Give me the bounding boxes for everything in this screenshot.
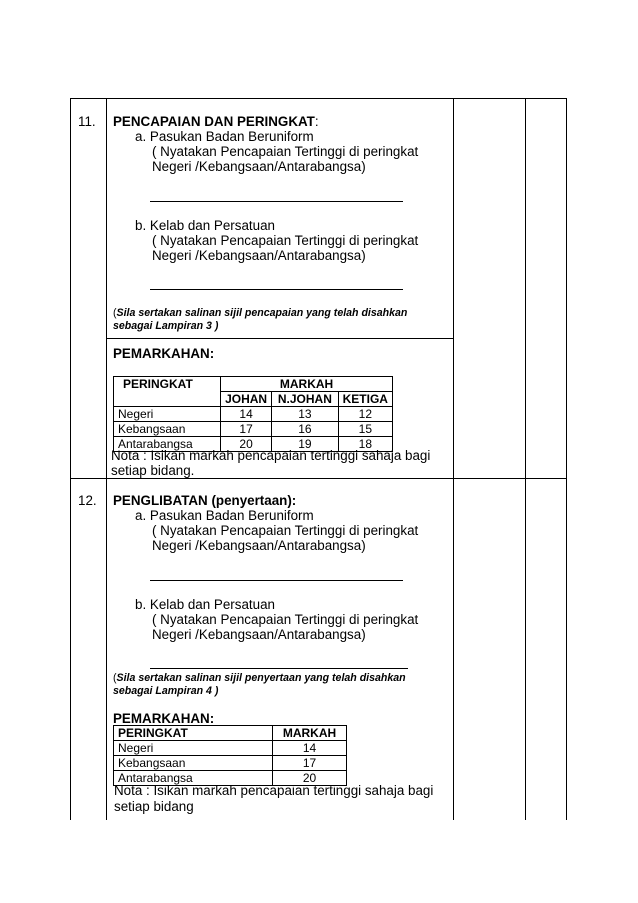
level-cell: Antarabangsa <box>114 771 273 786</box>
table-row <box>114 741 347 756</box>
item-b-instruction-2: Negeri /Kebangsaan/Antarabangsa) <box>152 248 366 263</box>
item-b-answer-line[interactable] <box>150 668 408 669</box>
johan-cell: 20 <box>221 437 272 452</box>
nota-line-1: Nota : Isikan markah pencapaian tertinggi sahaja bagi <box>114 783 434 798</box>
item-b-instruction-1: ( Nyatakan Pencapaian Tertinggi di peringkat <box>152 233 419 248</box>
marks-table-11 <box>113 376 393 452</box>
ketiga-cell: 12 <box>338 407 392 422</box>
item-b-instruction-1: ( Nyatakan Pencapaian Tertinggi di peringkat <box>152 612 419 627</box>
markah-cell: 20 <box>273 771 347 786</box>
item-a-label: a. Pasukan Badan Beruniform <box>135 129 314 144</box>
markah-cell: 14 <box>273 741 347 756</box>
attachment-note <box>113 672 406 685</box>
level-cell: Antarabangsa <box>114 437 221 452</box>
col-number-divider <box>106 98 107 820</box>
item-b-label: b. Kelab dan Persatuan <box>135 597 275 612</box>
njohan-cell: 16 <box>272 422 339 437</box>
heading-colon: : <box>314 114 319 129</box>
item-a-instruction-2: Negeri /Kebangsaan/Antarabangsa) <box>152 159 366 174</box>
level-cell: Kebangsaan <box>114 422 221 437</box>
header-markah: MARKAH <box>273 726 347 741</box>
attachment-note <box>113 307 407 320</box>
header-ketiga: KETIGA <box>338 392 392 407</box>
pemarkahan-heading: PEMARKAHAN: <box>113 711 215 726</box>
pemarkahan-heading: PEMARKAHAN: <box>113 346 215 361</box>
johan-cell: 17 <box>221 422 272 437</box>
nota-line-1: Nota : Isikan markah pencapaian tertinggi sahaja bagi <box>111 448 431 463</box>
level-cell: Kebangsaan <box>114 756 273 771</box>
header-johan: JOHAN <box>221 392 272 407</box>
item-b-instruction-2: Negeri /Kebangsaan/Antarabangsa) <box>152 627 366 642</box>
item-a-instruction-2: Negeri /Kebangsaan/Antarabangsa) <box>152 538 366 553</box>
heading-text: PENCAPAIAN DAN PERINGKAT <box>113 114 315 129</box>
njohan-cell: 13 <box>272 407 339 422</box>
note-line-1: Sila sertakan salinan sijil pencapaian yang telah disahkan <box>116 307 408 319</box>
header-markah: MARKAH <box>221 377 393 392</box>
row-number: 11. <box>78 114 96 129</box>
item-a-answer-line[interactable] <box>150 580 403 581</box>
johan-cell: 14 <box>221 407 272 422</box>
row11-subdivider <box>106 338 453 339</box>
nota-line-2: setiap bidang. <box>111 463 195 478</box>
note-line-2: sebagai Lampiran 3 ) <box>113 320 219 332</box>
row-divider <box>70 478 567 479</box>
section-heading <box>113 114 319 129</box>
table-row <box>114 422 393 437</box>
note-paren: ( <box>113 672 117 684</box>
table-row <box>114 407 393 422</box>
note-paren: ( <box>113 307 117 319</box>
item-a-answer-line[interactable] <box>150 201 403 202</box>
table-row <box>114 756 347 771</box>
note-line-1: Sila sertakan salinan sijil penyertaan yang telah disahkan <box>116 672 406 684</box>
section-heading: PENGLIBATAN (penyertaan): <box>113 493 297 508</box>
njohan-cell: 19 <box>272 437 339 452</box>
level-cell: Negeri <box>114 407 221 422</box>
header-peringkat: PERINGKAT <box>114 377 221 407</box>
ketiga-cell: 18 <box>338 437 392 452</box>
item-b-answer-line[interactable] <box>150 289 403 290</box>
item-a-instruction-1: ( Nyatakan Pencapaian Tertinggi di peringkat <box>152 523 419 538</box>
marks-table-12 <box>113 725 347 786</box>
level-cell: Negeri <box>114 741 273 756</box>
header-peringkat: PERINGKAT <box>114 726 273 741</box>
header-njohan: N.JOHAN <box>272 392 339 407</box>
row-number: 12. <box>78 493 97 508</box>
table-top-border <box>70 98 567 99</box>
col-score1-divider <box>525 98 526 820</box>
table-right-border <box>566 98 567 820</box>
ketiga-cell: 15 <box>338 422 392 437</box>
note-line-2: sebagai Lampiran 4 ) <box>113 685 219 697</box>
col-content-divider <box>453 98 454 820</box>
nota-line-2: setiap bidang <box>114 799 194 814</box>
item-b-label: b. Kelab dan Persatuan <box>135 218 275 233</box>
item-a-instruction-1: ( Nyatakan Pencapaian Tertinggi di peringkat <box>152 144 419 159</box>
item-a-label: a. Pasukan Badan Beruniform <box>135 508 314 523</box>
table-left-border <box>70 98 71 820</box>
markah-cell: 17 <box>273 756 347 771</box>
